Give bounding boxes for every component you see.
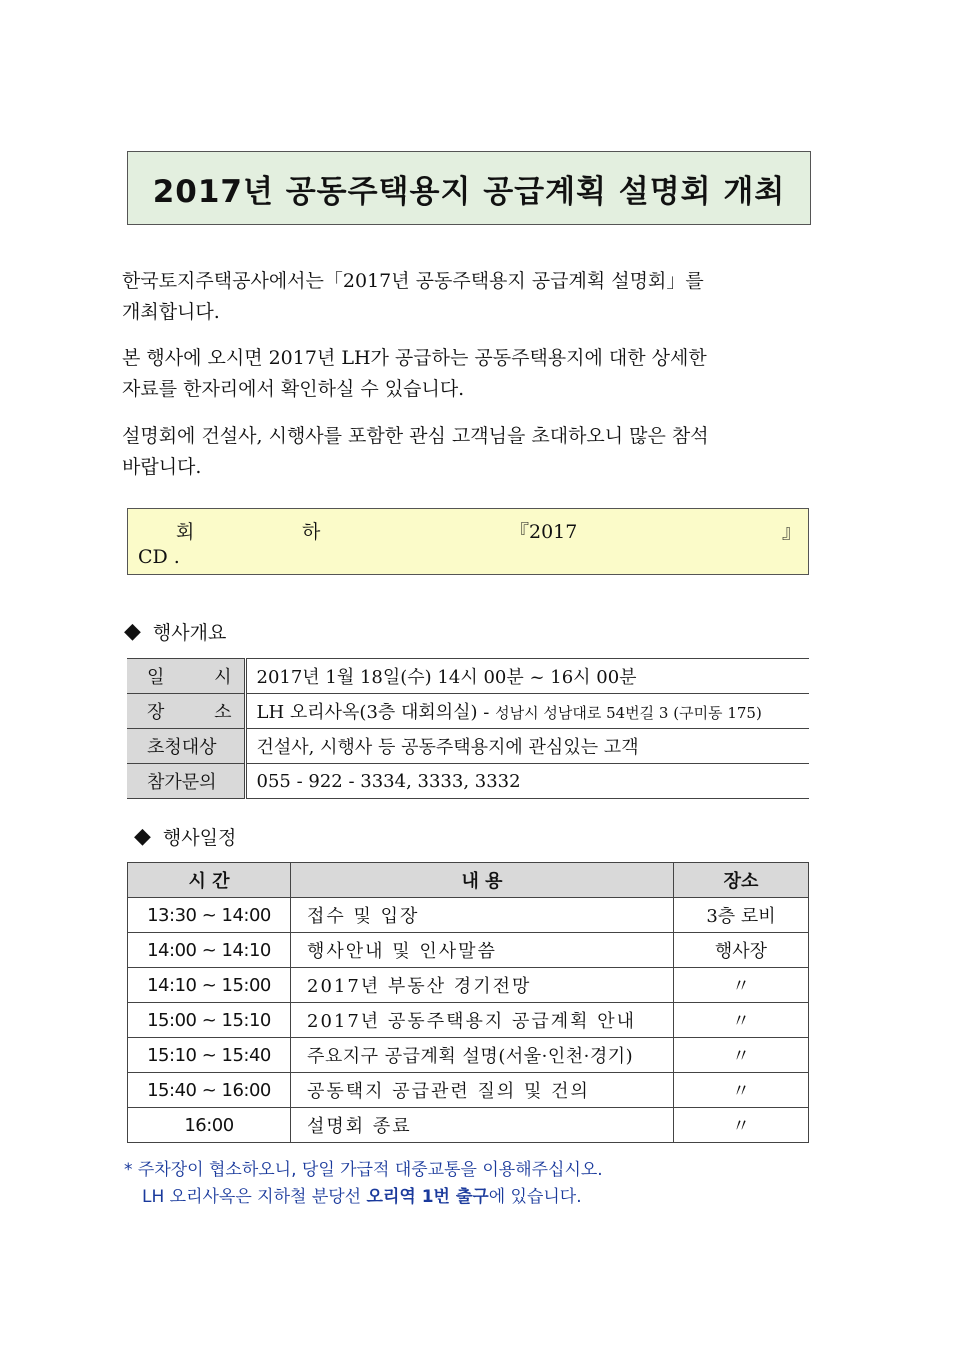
table-row	[128, 1108, 809, 1143]
footnote-line-2-a: LH 오리사옥은 지하철 분당선	[142, 1187, 367, 1207]
schedule-time: 14:00 ~ 14:10	[128, 933, 291, 968]
schedule-content: 설명회 종료	[291, 1108, 674, 1143]
intro-paragraph-1	[122, 266, 812, 328]
notice-word-1: 회	[176, 521, 195, 543]
intro-p3-line1: 설명회에 건설사, 시행사를 포함한 관심 고객님을 초대하오니 많은 참석	[122, 425, 709, 447]
schedule-place: 3층 로비	[674, 898, 809, 933]
table-row	[128, 1073, 809, 1108]
schedule-heading-text: 행사일정	[162, 827, 237, 849]
intro-p3-line2: 바랍니다.	[122, 456, 202, 478]
schedule-time: 15:40 ~ 16:00	[128, 1073, 291, 1108]
notice-box	[127, 508, 809, 575]
footnote-line-2	[124, 1184, 603, 1211]
notice-word-2: 하	[302, 521, 321, 543]
notice-word-4: 』	[782, 521, 802, 543]
schedule-time: 16:00	[128, 1108, 291, 1143]
overview-label-contact: 참가문의	[127, 764, 245, 799]
schedule-content: 주요지구 공급계획 설명(서울·인천·경기)	[291, 1038, 674, 1073]
page-title: 2017년 공동주택용지 공급계획 설명회 개최	[152, 173, 786, 210]
notice-word-3: 『2017	[510, 521, 578, 543]
schedule-time: 13:30 ~ 14:00	[128, 898, 291, 933]
schedule-content: 2017년 부동산 경기전망	[291, 968, 674, 1003]
schedule-content: 2017년 공동주택용지 공급계획 안내	[291, 1003, 674, 1038]
notice-line-1	[128, 517, 808, 545]
notice-line-2: CD .	[138, 546, 180, 568]
overview-place-main: LH 오리사옥(3층 대회의실) -	[256, 702, 496, 723]
intro-p1-line2: 개최합니다.	[122, 301, 220, 323]
overview-value-datetime: 2017년 1월 18일(수) 14시 00분 ~ 16시 00분	[245, 659, 809, 694]
overview-table	[127, 658, 809, 799]
table-row	[127, 694, 809, 729]
table-row	[127, 764, 809, 799]
overview-value-invitees: 건설사, 시행사 등 공동주택용지에 관심있는 고객	[245, 729, 809, 764]
table-row	[128, 1003, 809, 1038]
schedule-time: 14:10 ~ 15:00	[128, 968, 291, 1003]
diamond-bullet-icon: ◆	[134, 824, 151, 849]
overview-label-invitees: 초청대상	[127, 729, 245, 764]
schedule-header-content: 내 용	[291, 863, 674, 898]
schedule-heading	[134, 823, 236, 850]
schedule-place: 〃	[674, 1038, 809, 1073]
table-row	[128, 933, 809, 968]
schedule-content: 행사안내 및 인사말씀	[291, 933, 674, 968]
intro-p2-line1: 본 행사에 오시면 2017년 LH가 공급하는 공동주택용지에 대한 상세한	[122, 347, 707, 369]
diamond-bullet-icon: ◆	[124, 619, 141, 644]
schedule-place: 〃	[674, 1003, 809, 1038]
title-box	[127, 151, 811, 225]
schedule-content: 공동택지 공급관련 질의 및 건의	[291, 1073, 674, 1108]
schedule-time: 15:10 ~ 15:40	[128, 1038, 291, 1073]
overview-label-place: 장 소	[127, 694, 245, 729]
schedule-place: 〃	[674, 1108, 809, 1143]
overview-label-datetime: 일 시	[127, 659, 245, 694]
footnote-line-2-c: 에 있습니다.	[488, 1187, 582, 1207]
schedule-content: 접수 및 입장	[291, 898, 674, 933]
schedule-header-time: 시 간	[128, 863, 291, 898]
schedule-place: 〃	[674, 1073, 809, 1108]
intro-p2-line2: 자료를 한자리에서 확인하실 수 있습니다.	[122, 378, 465, 400]
overview-value-place	[245, 694, 809, 729]
table-row	[128, 1038, 809, 1073]
footnote-exit-highlight: 오리역 1번 출구	[366, 1187, 489, 1207]
schedule-header-place: 장소	[674, 863, 809, 898]
footnote-line-1: * 주차장이 협소하오니, 당일 가급적 대중교통을 이용해주십시오.	[124, 1160, 603, 1180]
schedule-place: 〃	[674, 968, 809, 1003]
overview-heading	[124, 618, 226, 645]
schedule-table	[127, 862, 809, 1143]
table-row	[128, 968, 809, 1003]
intro-paragraph-2	[122, 343, 812, 405]
table-row	[127, 729, 809, 764]
footnote	[124, 1157, 603, 1211]
table-row	[127, 659, 809, 694]
schedule-time: 15:00 ~ 15:10	[128, 1003, 291, 1038]
table-row	[128, 898, 809, 933]
schedule-place: 행사장	[674, 933, 809, 968]
schedule-header-row	[128, 863, 809, 898]
overview-value-contact: 055 - 922 - 3334, 3333, 3332	[245, 764, 809, 799]
intro-p1-line1: 한국토지주택공사에서는「2017년 공동주택용지 공급계획 설명회」를	[122, 270, 704, 292]
overview-place-address: 성남시 성남대로 54번길 3 (구미동 175)	[495, 704, 762, 722]
intro-paragraph-3	[122, 421, 812, 483]
overview-heading-text: 행사개요	[152, 622, 227, 644]
